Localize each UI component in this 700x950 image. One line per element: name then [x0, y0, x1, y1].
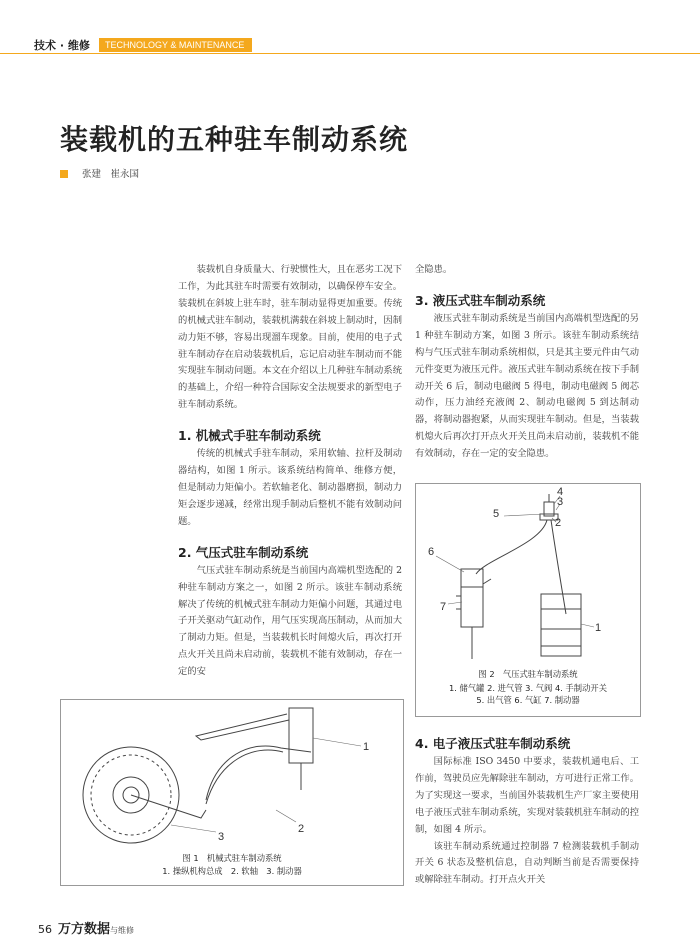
- section-2-text: 气压式驻车制动系统是当前国内高端机型选配的 2 种驻车制动方案之一，如图 2 所示。该驻车制动系统解决了传统的机械式驻车制动力矩偏小问题，其通过电子开关驱动气缸动作，用气压实现高压制动，从而加大了制动力矩。但是，当装载机长时间熄火后，再次打开点火开关且尚未启动前，装载机不能有效制动，存在一定的安: [178, 564, 402, 678]
- author-names: 张建 崔永国: [82, 169, 140, 180]
- section-2-heading: 2. 气压式驻车制动系统: [178, 544, 309, 560]
- figure-1-legend: 1. 操纵机构总成 2. 软轴 3. 制动器: [162, 866, 302, 876]
- right-column-top: [415, 262, 639, 463]
- section-4-text-1: 国际标准 ISO 3450 中要求，装载机通电后、工作前，驾驶员应先解除驻车制动，方可进行正常工作。为了实现这一要求，当前国外装载机生产厂家主要使用电子液压式驻车制动系统，实现对装载机驻车制动的控制，如图 4 所示。: [415, 756, 639, 835]
- figure-2-caption: 图 2 气压式驻车制动系统: [478, 669, 578, 679]
- figure-2-legend-line-1: 1. 储气罐 2. 进气管 3. 气阀 4. 手制动开关: [449, 683, 607, 693]
- fig1-label-3: 3: [218, 831, 225, 843]
- fig2-label-3: 3: [557, 496, 564, 508]
- fig2-label-5: 5: [493, 508, 500, 520]
- section-3-text: 液压式驻车制动系统是当前国内高端机型选配的另 1 种驻车制动方案，如图 3 所示。该驻车制动系统结构与气压式驻车制动系统相似，只是其主要元件由气动元件变更为液压元件。液压式驻车制动系统在按下手制动开关 6 后，制动电磁阀 5 得电，制动电磁阀 5 阀芯动作，压力油经充液阀 2、制动电磁阀 5 到达制动器，将制动器抱紧，从而实现驻车制动。但是，当装载机熄火后再次打开点火开关且尚未启动前，装载机不能有效制动，存在一定的安全隐患。: [415, 312, 639, 460]
- fig2-label-1: 1: [595, 622, 602, 634]
- figure-1-drawing: [61, 700, 403, 850]
- section-header: [0, 36, 700, 54]
- fig2-label-6: 6: [428, 546, 435, 558]
- section-label-en: TECHNOLOGY & MAINTENANCE: [99, 38, 252, 52]
- figure-2: [415, 483, 641, 717]
- article-authors: [60, 166, 139, 180]
- figure-2-drawing: [416, 484, 640, 664]
- header-rule: [0, 53, 700, 54]
- page-number: 56: [38, 923, 52, 936]
- section-4-heading: 4. 电子液压式驻车制动系统: [415, 736, 571, 751]
- fig1-label-2: 2: [298, 823, 305, 835]
- figure-1: [60, 699, 404, 886]
- right-column-bottom: [415, 734, 639, 889]
- author-marker-icon: [60, 170, 68, 178]
- section-1-heading: 1. 机械式手驻车制动系统: [178, 428, 321, 444]
- figure-2-legend-line-2: 5. 出气管 6. 气缸 7. 制动器: [476, 695, 580, 705]
- section-3-heading: 3. 液压式驻车制动系统: [415, 292, 546, 308]
- magazine-tail: 与维修: [110, 926, 135, 935]
- section-1-text: 传统的机械式手驻车制动，采用软轴、拉杆及制动器结构，如图 1 所示。该系统结构简单、维修方便，但是制动力矩偏小。若软轴老化、制动器磨损，制动力矩会逐步递减，经常出现手制动后整机不能有效制动问题。: [178, 448, 402, 527]
- section-label-cn: 技术 · 维修: [34, 39, 90, 52]
- article-title: 装载机的五种驻车制动系统: [60, 123, 409, 156]
- section-4-text-2: 该驻车制动系统通过控制器 7 检测装载机手制动开关 6 状态及整机信息，自动判断当前是否需要保持或解除驻车制动。打开点火开关: [415, 840, 639, 886]
- magazine-name: 万方数据: [58, 922, 111, 937]
- intro-paragraph: 装载机自身质量大、行驶惯性大，且在恶劣工况下工作，为此其驻车时需要有效制动，以确保停车安全。装载机在斜坡上驻车时，驻车制动显得更加重要。传统的机械式驻车制动，装载机满载在斜坡上制动时，因制动力矩不够，容易出现溜车现象。目前，使用的电子式驻车制动存在启动装载机后，忘记启动驻车制动而不能实现驻车制动问题。本文在介绍以上几种驻车制动系统的基础上，介绍一种符合国际安全法规要求的新型电子驻车制动系统。: [178, 264, 402, 411]
- figure-1-caption: 图 1 机械式驻车制动系统: [182, 853, 282, 863]
- fig2-label-2: 2: [555, 517, 562, 529]
- page-footer: [38, 918, 134, 937]
- section-2-continued: 全隐患。: [415, 264, 453, 275]
- fig2-label-7: 7: [440, 601, 447, 613]
- left-column: [178, 262, 402, 681]
- fig1-label-1: 1: [363, 741, 370, 753]
- fig2-label-4: 4: [557, 486, 564, 498]
